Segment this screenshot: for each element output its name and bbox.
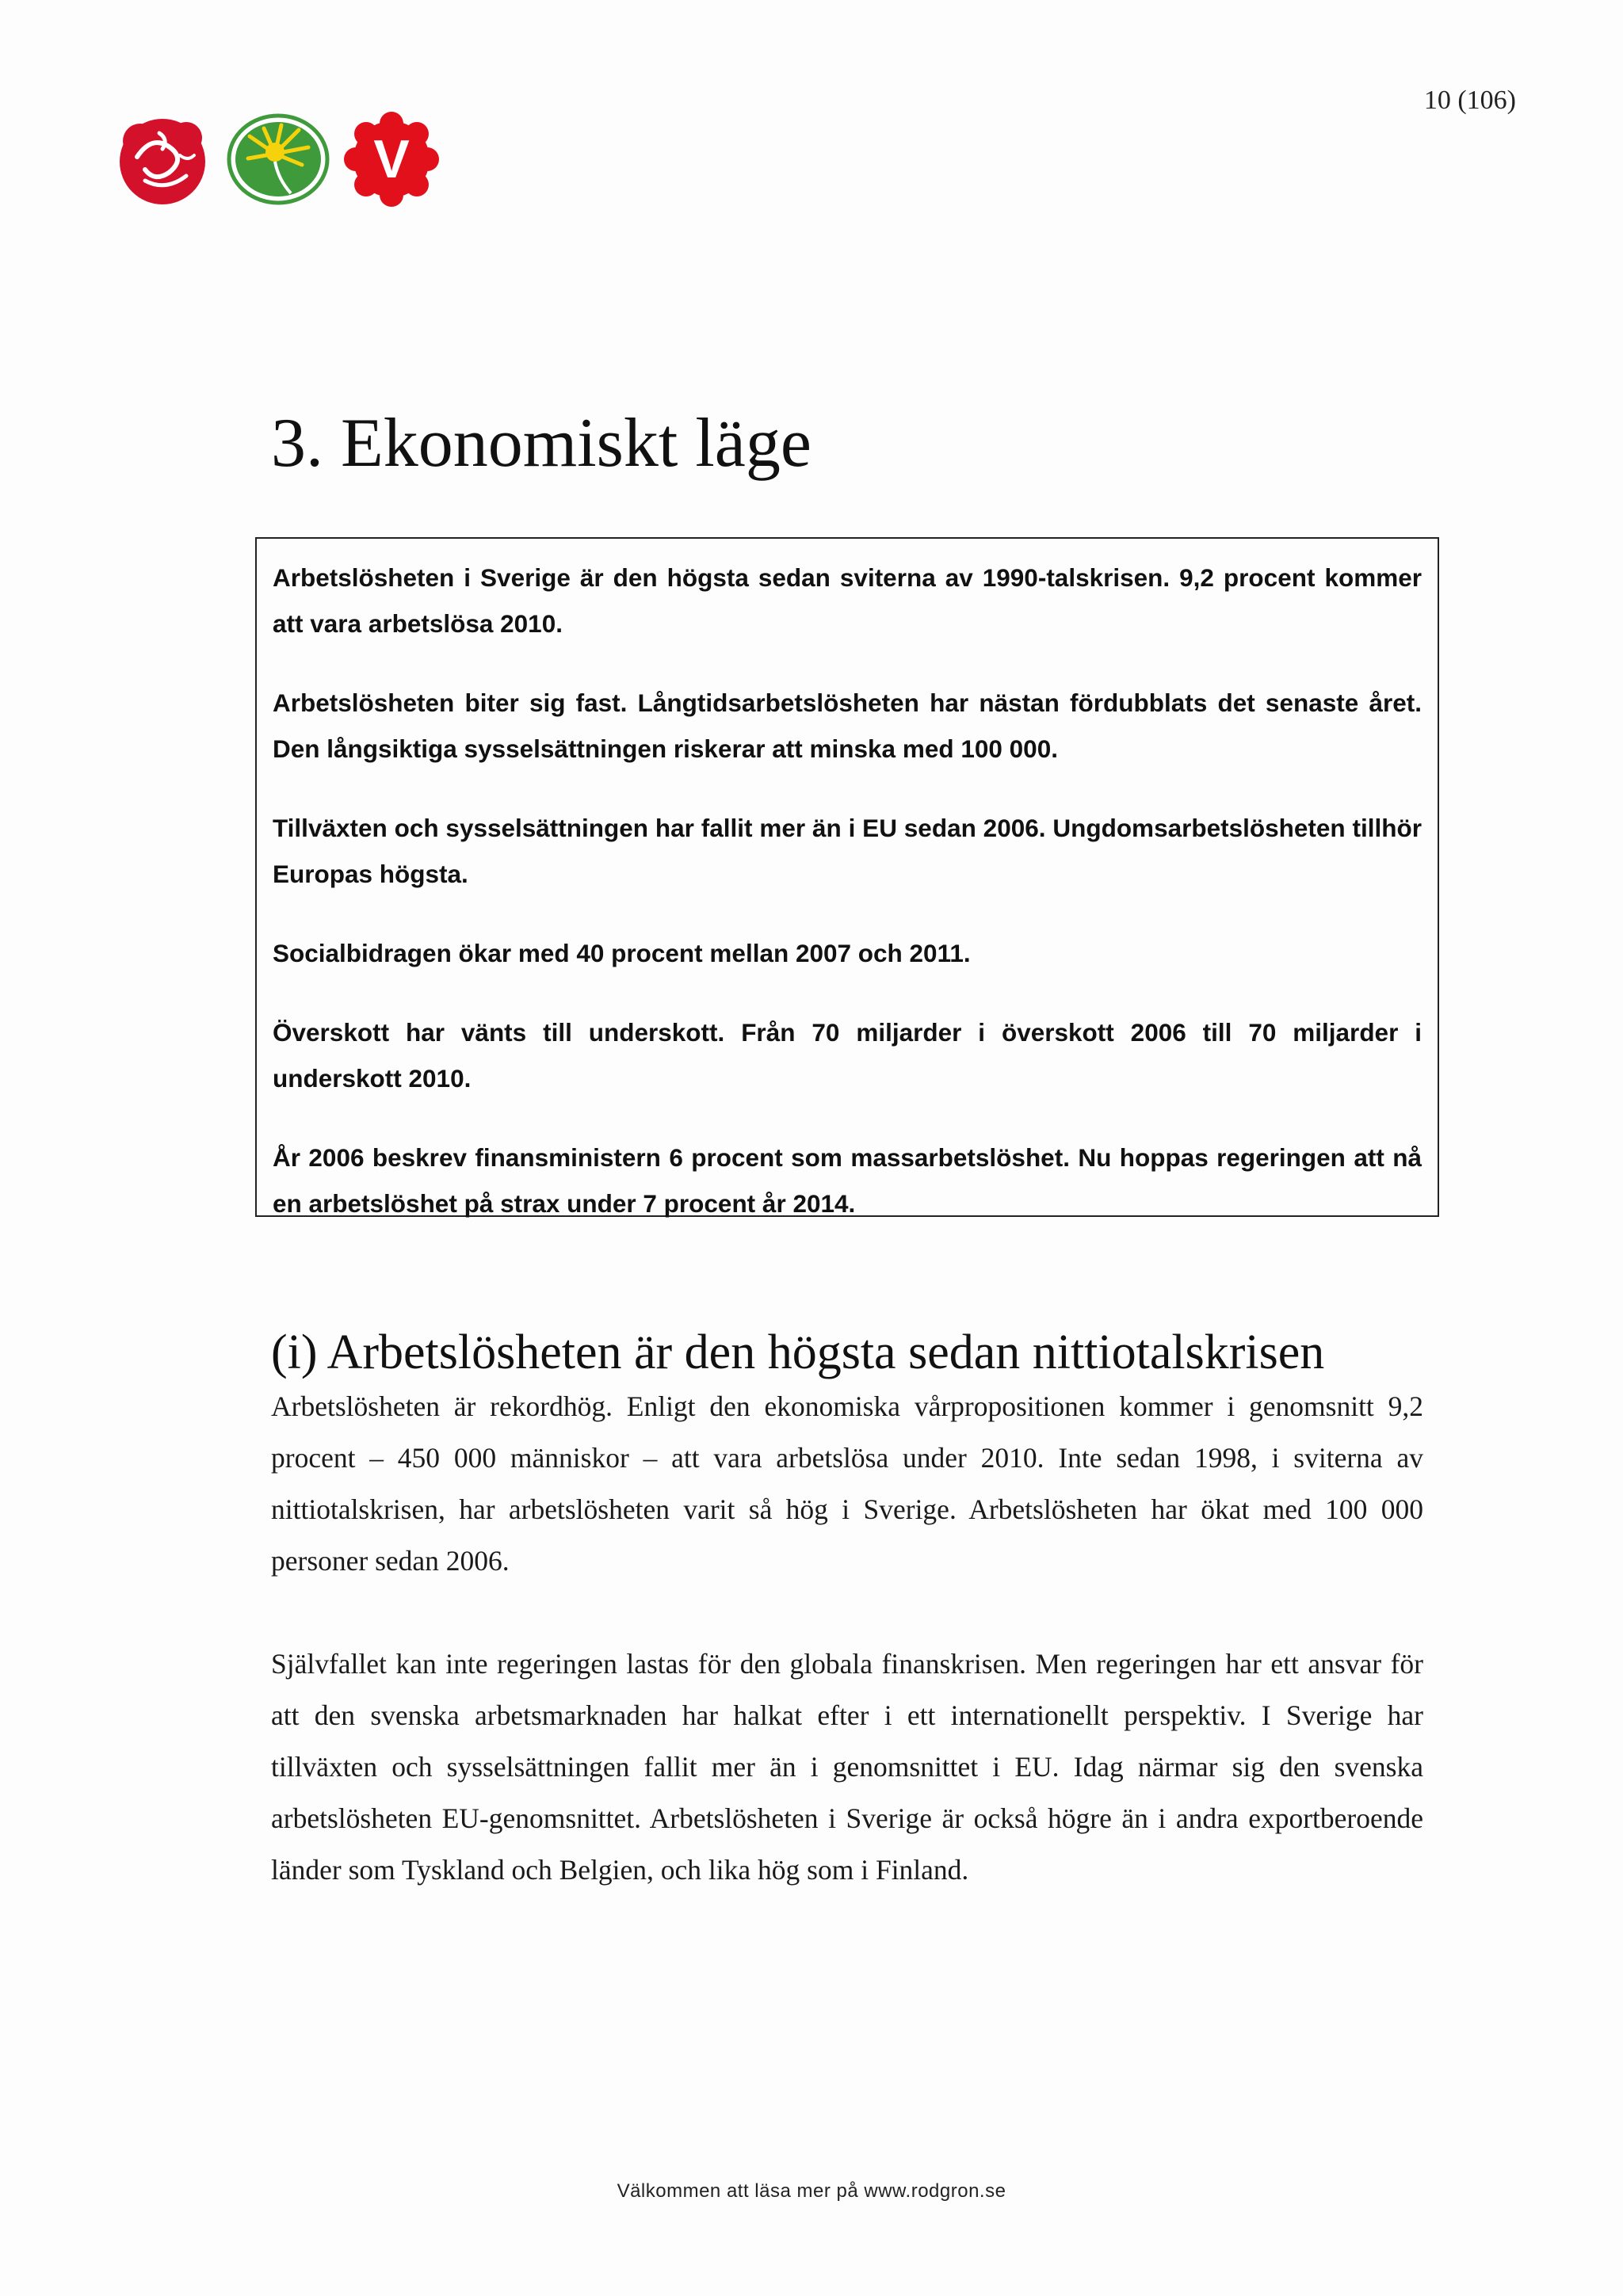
summary-box <box>255 537 1439 1217</box>
summary-paragraph: Arbetslösheten i Sverige är den högsta sedan sviterna av 1990-talskrisen. 9,2 procent kommer att vara arbetslösa 2010. <box>273 563 1422 638</box>
miljopartiet-dandelion-logo <box>226 113 330 206</box>
page-number: 10 (106) <box>1423 86 1516 115</box>
summary-paragraph: Socialbidragen ökar med 40 procent mellan 2007 och 2011. <box>273 939 971 967</box>
vansterpartiet-letter: V <box>373 129 410 189</box>
summary-paragraph: Tillväxten och sysselsättningen har fallit mer än i EU sedan 2006. Ungdomsarbetslösheten tillhör Europas högsta. <box>273 814 1422 888</box>
body-paragraph: Arbetslösheten är rekordhög. Enligt den ekonomiska vårpropositionen kommer i genomsnitt 9,2 procent – 450 000 människor – att vara arbetslösa under 2010. Inte sedan 1998, i sviterna av nittiotalskrisen, har arbetslösheten varit så hög i Sverige. Arbetslösheten har ökat med 100 000 personer sedan 2006. <box>271 1390 1423 1577</box>
party-logos <box>113 109 446 212</box>
section-body <box>271 1381 1423 1947</box>
chapter-title: 3. Ekonomiskt läge <box>271 405 812 482</box>
body-paragraph: Självfallet kan inte regeringen lastas för den globala finanskrisen. Men regeringen har ett ansvar för att den svenska arbetsmarknaden har halkat efter i ett internationellt perspektiv. I Sverige har tillväxten och sysselsättningen fallit mer än i genomsnittet i EU. Idag närmar sig den svenska arbetslösheten EU-genomsnittet. Arbetslösheten i Sverige är också högre än i andra exportberoende länder som Tyskland och Belgien, och lika hög som i Finland. <box>271 1648 1423 1886</box>
summary-paragraph: År 2006 beskrev finansministern 6 procent som massarbetslöshet. Nu hoppas regeringen att nå en arbetslöshet på strax under 7 procent år 2014. <box>273 1143 1422 1218</box>
summary-paragraph: Arbetslösheten biter sig fast. Långtidsarbetslösheten har nästan fördubblats det senaste året. Den långsiktiga sysselsättningen riskerar att minska med 100 000. <box>273 688 1422 763</box>
summary-paragraph: Överskott har vänts till underskott. Från 70 miljarder i överskott 2006 till 70 miljarder i underskott 2010. <box>273 1018 1422 1093</box>
vansterpartiet-v-logo <box>342 109 441 209</box>
page-footer: Välkommen att läsa mer på www.rodgron.se <box>617 2180 1006 2202</box>
section-heading: (i) Arbetslösheten är den högsta sedan nittiotalskrisen <box>271 1325 1325 1379</box>
socialdemokraterna-rose-logo <box>113 109 215 209</box>
